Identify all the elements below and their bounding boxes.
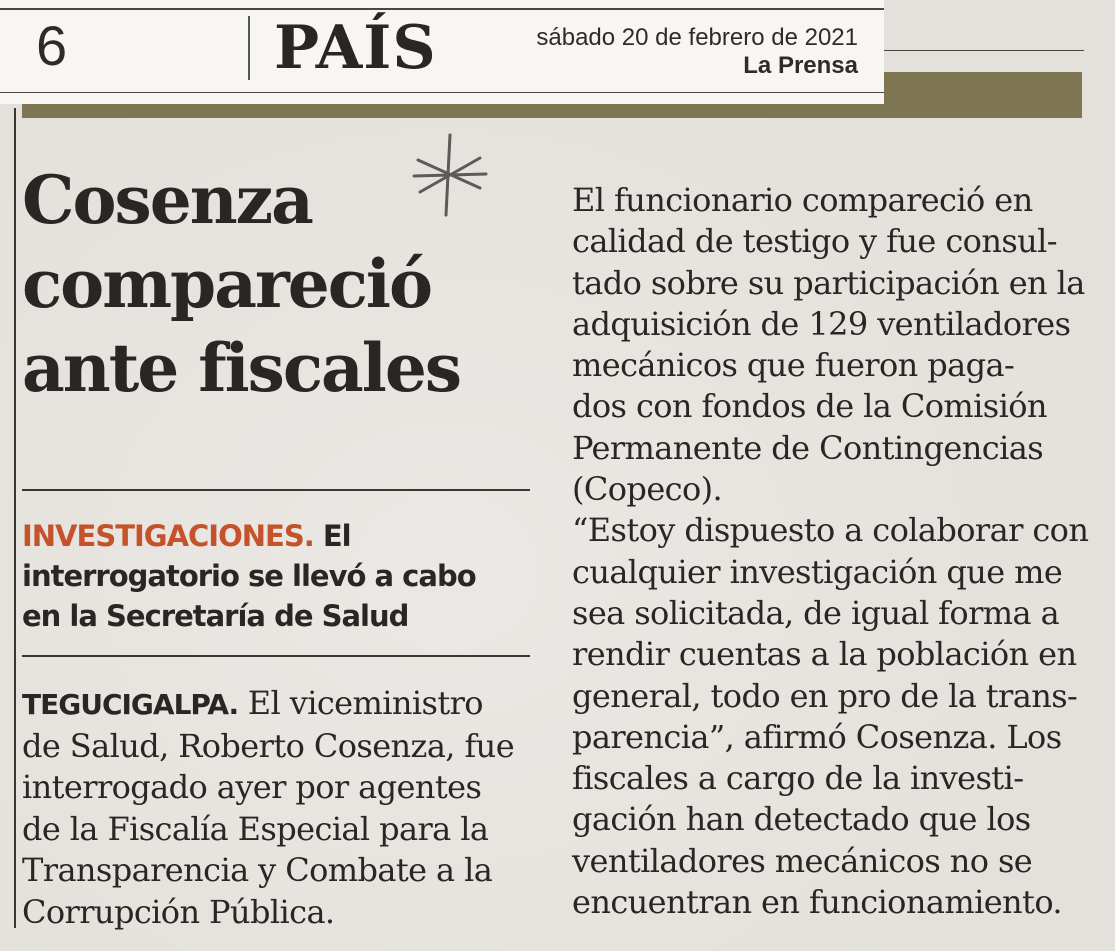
body-line: (Copeco). [572,470,723,509]
deck-line: en la Secretaría de Salud [22,599,409,633]
body-line: adquisición de 129 ventiladores [572,304,1071,343]
body-line: ventiladores mecánicos no se [572,841,1033,880]
article-deck [22,516,532,636]
header-top-rule [0,8,884,10]
deck-bottom-rule [22,655,530,657]
left-column-rule [14,108,16,928]
deck-line [22,516,532,556]
body-line: dos con fondos de la Comisión [572,387,1047,426]
page-number: 6 [36,14,68,77]
article-body-right-column [572,180,1092,923]
deck-top-rule [22,489,530,491]
body-text: El viceministro [247,684,483,722]
page-header [0,0,884,104]
body-line: rendir cuentas a la población en [572,635,1077,674]
body-line: calidad de testigo y fue consul- [572,222,1058,261]
dateline: TEGUCIGALPA. [22,688,239,721]
publication-name: La Prensa [743,52,858,79]
article-body-left-column [22,683,534,933]
body-line: Permanente de Contingencias [572,428,1044,467]
header-bottom-rule [0,92,884,93]
headline-line: compareció [22,245,431,323]
section-title: PAÍS [274,13,437,83]
body-line: de la Fiscalía Especial para la [22,809,489,848]
body-line: encuentran en funcionamiento. [572,883,1062,922]
body-line: interrogado ayer por agentes [22,768,482,806]
body-line: Transparencia y Combate a la [22,851,493,889]
headline-line: ante fiscales [22,329,460,407]
body-line [22,683,534,726]
body-line: de Salud, Roberto Cosenza, fue [22,726,515,765]
body-line: fiscales a cargo de la investi- [572,759,1024,798]
headline-line: Cosenza [22,161,312,239]
publication-date: sábado 20 de febrero de 2021 [536,24,858,51]
body-line: El funcionario compareció en [572,181,1033,219]
body-line: gación han detectado que los [572,800,1031,839]
body-line: “Estoy dispuesto a colaborar con [572,511,1089,550]
body-line: parencia”, afirmó Cosenza. Los [572,717,1062,756]
deck-line: interrogatorio se llevó a cabo [22,559,476,593]
body-line: cualquier investigación que me [572,552,1063,591]
article-headline [22,158,522,410]
body-line: Corrupción Pública. [22,892,335,931]
deck-kicker: INVESTIGACIONES. [22,519,314,553]
body-line: general, todo en pro de la trans- [572,676,1078,715]
deck-text: El [322,519,351,553]
body-line: tado sobre su participación en la [572,263,1085,302]
top-right-rule [884,50,1084,51]
header-divider [248,16,250,80]
body-line: sea solicitada, de igual forma a [572,593,1060,632]
body-line: mecánicos que fueron paga- [572,346,1015,385]
